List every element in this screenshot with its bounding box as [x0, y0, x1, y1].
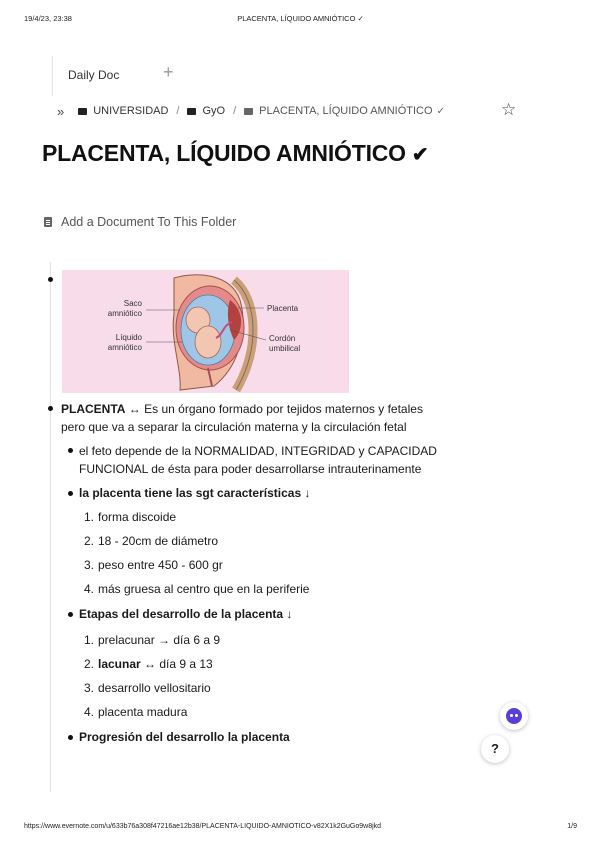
list-number: 4. — [84, 705, 95, 719]
add-tab-button[interactable]: + — [163, 62, 174, 82]
progresion-heading: Progresión del desarrollo la placenta — [79, 730, 290, 744]
list-item: 18 - 20cm de diámetro — [98, 534, 219, 548]
chat-assistant-button[interactable] — [500, 702, 528, 730]
pregnancy-diagram — [62, 270, 349, 393]
add-document-label: Add a Document To This Folder — [61, 215, 237, 229]
list-number: 1. — [84, 633, 95, 647]
tab-bar — [52, 56, 202, 96]
breadcrumb-separator: / — [233, 105, 237, 117]
print-title: PLACENTA, LÍQUIDO AMNIÓTICO ✓ — [237, 14, 364, 23]
breadcrumb-item-current[interactable] — [244, 105, 445, 117]
breadcrumb-item-universidad[interactable] — [78, 105, 168, 117]
label-cordon-2: umbilical — [269, 344, 301, 353]
label-cordon: Cordón — [269, 334, 296, 343]
etapas-title: Etapas del desarrollo de la placenta — [79, 607, 284, 621]
add-document-link[interactable] — [44, 215, 236, 229]
assistant-eye — [515, 714, 518, 717]
check-icon: ✓ — [436, 105, 445, 117]
check-icon: ✔ — [411, 144, 429, 166]
assistant-eye — [510, 714, 513, 717]
document-icon — [44, 217, 52, 227]
label-liquido-2: amniótico — [107, 343, 142, 352]
arrow-both-icon: ↔ — [125, 402, 145, 416]
list-item — [98, 657, 213, 671]
arrow-down-icon: ↓ — [286, 607, 293, 621]
list-number: 1. — [84, 510, 95, 524]
list-number: 3. — [84, 681, 95, 695]
etapas-heading — [79, 605, 292, 623]
print-url: https://www.evernote.com/u/633b76a308f47216ae12b38/PLACENTA-LIQUIDO-AMNIOTICO-v82X1k2GuGo9w8jkd — [24, 823, 382, 830]
print-header — [24, 14, 577, 26]
list-bullet — [68, 448, 73, 453]
placenta-definition-line-2: pero que va a separar la circulación materna y la circulación fetal — [61, 420, 407, 434]
caracteristicas-title: la placenta tiene las sgt características — [79, 486, 302, 500]
list-item: desarrollo vellositario — [98, 681, 211, 695]
list-item: peso entre 450 - 600 gr — [98, 558, 223, 572]
feto-line-1: el feto depende de la NORMALIDAD, INTEGRIDAD y CAPACIDAD — [79, 444, 437, 458]
breadcrumb-label: GyO — [202, 105, 226, 117]
list-number: 4. — [84, 582, 95, 596]
breadcrumb-item-gyo[interactable] — [187, 105, 225, 117]
list-bullet — [68, 735, 73, 740]
breadcrumb — [57, 103, 445, 119]
tab-daily-doc[interactable]: Daily Doc — [68, 68, 120, 82]
label-saco: Saco — [123, 299, 142, 308]
print-page-number: 1/9 — [567, 823, 577, 830]
anatomy-figure — [62, 270, 349, 393]
list-item: más gruesa al centro que en la periferie — [98, 582, 310, 596]
breadcrumb-label: UNIVERSIDAD — [93, 105, 169, 117]
list-bullet — [48, 277, 53, 282]
list-bullet — [68, 491, 73, 496]
lacunar-desc: ↔ día 9 a 13 — [140, 657, 213, 671]
label-saco-2: amniótico — [107, 309, 142, 318]
list-number: 3. — [84, 558, 95, 572]
breadcrumb-separator: / — [176, 105, 180, 117]
list-bullet — [68, 612, 73, 617]
lacunar-term: lacunar — [98, 657, 141, 671]
label-liquido: Líquido — [115, 333, 142, 342]
breadcrumb-label: PLACENTA, LÍQUIDO AMNIÓTICO — [259, 105, 433, 117]
placenta-desc: Es un órgano formado por tejidos maternos y fetales — [144, 402, 423, 416]
page-title — [42, 140, 428, 167]
folder-icon — [78, 108, 87, 115]
page-title-text: PLACENTA, LÍQUIDO AMNIÓTICO — [42, 140, 406, 166]
print-footer — [24, 823, 577, 830]
folder-icon — [187, 108, 196, 115]
arrow-down-icon: ↓ — [304, 486, 311, 500]
feto-line-2: FUNCIONAL de ésta para poder desarrollarse intrauterinamente — [79, 462, 422, 476]
indent-guide — [50, 262, 51, 792]
folder-icon — [244, 108, 253, 115]
list-item: forma discoide — [98, 510, 177, 524]
list-bullet — [48, 406, 53, 411]
star-icon[interactable]: ☆ — [501, 100, 517, 119]
print-datetime: 19/4/23, 23:38 — [24, 14, 72, 23]
caracteristicas-heading — [79, 484, 310, 502]
label-placenta: Placenta — [267, 304, 299, 313]
assistant-icon — [506, 708, 522, 724]
placenta-term: PLACENTA — [61, 402, 126, 416]
list-item: placenta madura — [98, 705, 188, 719]
list-number: 2. — [84, 534, 95, 548]
placenta-definition-line-1 — [61, 400, 423, 418]
list-number: 2. — [84, 657, 95, 671]
help-button[interactable]: ? — [481, 735, 509, 763]
expand-sidebar-icon[interactable]: » — [57, 103, 65, 119]
list-item: prelacunar → día 6 a 9 — [98, 633, 221, 647]
